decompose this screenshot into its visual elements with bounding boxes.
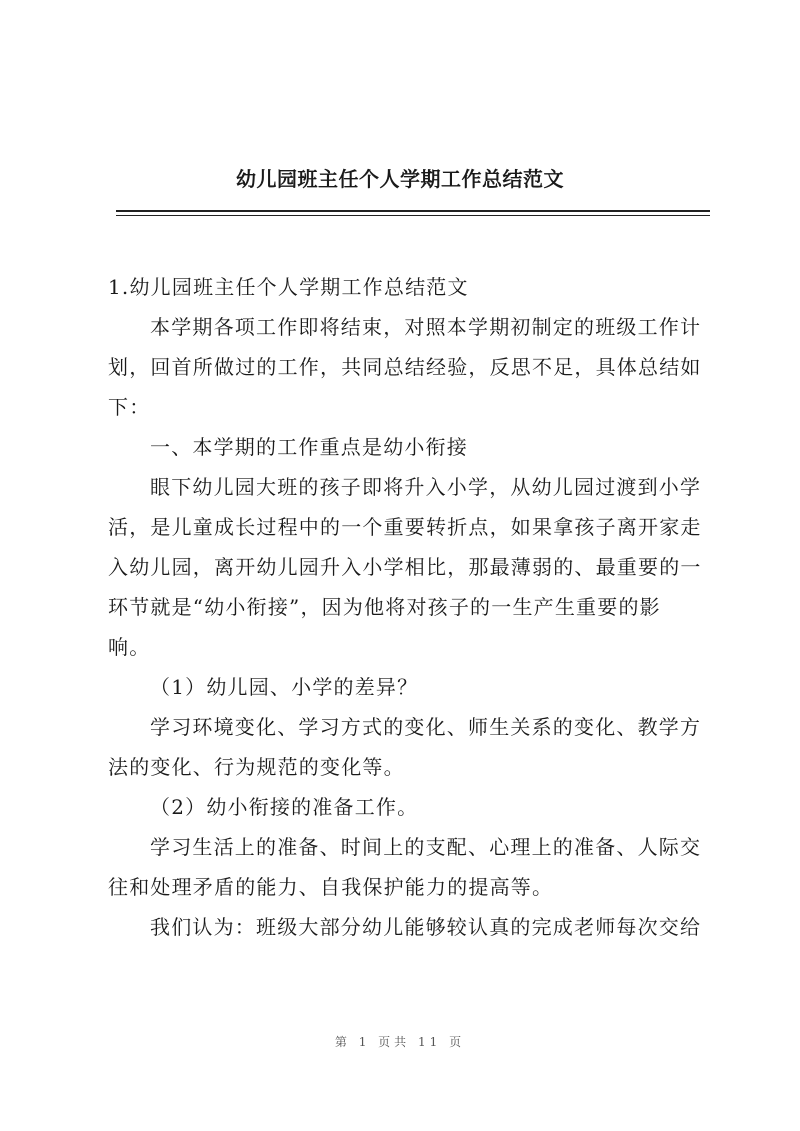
title-divider-thin — [116, 215, 710, 216]
document-body — [108, 267, 718, 947]
section-heading: 1.幼儿园班主任个人学期工作总结范文 — [108, 275, 469, 299]
paragraph-line: 我们认为：班级大部分幼儿能够较认真的完成老师每次交给 — [150, 915, 702, 939]
page-footer: 第 1 页共 11 页 — [334, 1035, 466, 1049]
paragraph-line: 响。 — [108, 635, 151, 659]
document-title: 幼儿园班主任个人学期工作总结范文 — [236, 167, 564, 191]
title-divider — [116, 210, 710, 212]
paragraph-line: 活，是儿童成长过程中的一个重要转折点，如果拿孩子离开家走 — [108, 515, 702, 539]
paragraph-line: 学习生活上的准备、时间上的支配、心理上的准备、人际交 — [150, 835, 702, 859]
paragraph-line: 本学期各项工作即将结束，对照本学期初制定的班级工作计 — [150, 315, 702, 339]
paragraph-line: 入幼儿园，离开幼儿园升入小学相比，那最薄弱的、最重要的一 — [108, 555, 702, 579]
paragraph-line: 下： — [108, 395, 151, 419]
paragraph-line: 环节就是“幼小衔接”，因为他将对孩子的一生产生重要的影 — [108, 595, 661, 619]
paragraph-line: 划，回首所做过的工作，共同总结经验，反思不足，具体总结如 — [108, 355, 702, 379]
paragraph-line: 学习环境变化、学习方式的变化、师生关系的变化、教学方 — [150, 715, 702, 739]
subsection-heading: 一、本学期的工作重点是幼小衔接 — [150, 435, 468, 459]
list-item-heading: （1）幼儿园、小学的差异？ — [150, 675, 419, 699]
list-item-heading: （2）幼小衔接的准备工作。 — [150, 795, 419, 819]
paragraph-line: 法的变化、行为规范的变化等。 — [108, 755, 405, 779]
paragraph-line: 眼下幼儿园大班的孩子即将升入小学，从幼儿园过渡到小学 — [150, 475, 702, 499]
paragraph-line: 往和处理矛盾的能力、自我保护能力的提高等。 — [108, 875, 554, 899]
